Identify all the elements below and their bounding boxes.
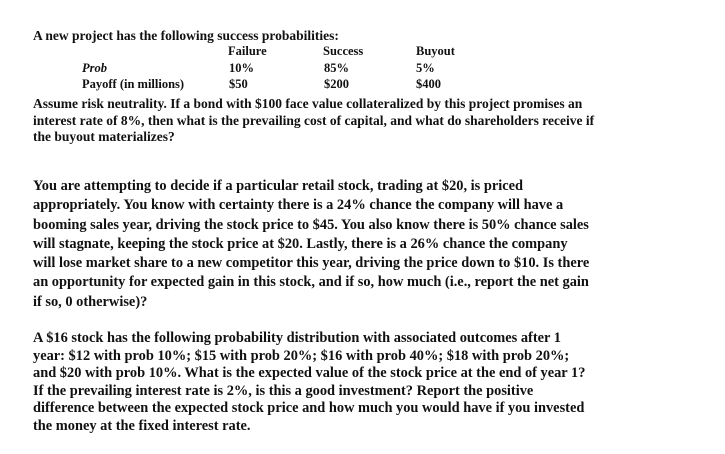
question2-line: if so, 0 otherwise)? xyxy=(33,293,148,310)
question1-body xyxy=(33,96,713,146)
question3-line: A $16 stock has the following probability distribution with associated outcomes after 1 xyxy=(33,330,561,346)
question3-line: the money at the fixed interest rate. xyxy=(33,417,251,434)
question3-line: and $20 with prob 10%. What is the expected value of the stock price at the end of year 1? xyxy=(33,365,586,382)
header-success: Success xyxy=(323,44,364,58)
question2-line: You are attempting to decide if a particular retail stock, trading at $20, is priced xyxy=(33,178,524,194)
row-label-prob: Prob xyxy=(82,61,107,75)
question2-line: will stagnate, keeping the stock price at $20. Lastly, there is a 26% chance the company xyxy=(33,235,568,252)
question2-paragraph xyxy=(33,177,589,312)
question3-line: year: $12 with prob 10%; $15 with prob 20%; $16 with prob 40%; $18 with prob 20%; xyxy=(33,347,570,364)
question1-intro: A new project has the following success probabilities: xyxy=(33,28,339,43)
question2-line: an opportunity for expected gain in this stock, and if so, how much (i.e., report the net gain xyxy=(33,274,589,291)
row-label-payoff: Payoff (in millions) xyxy=(82,77,185,91)
prob-success: 85% xyxy=(324,61,349,75)
prob-failure: 10% xyxy=(229,61,254,75)
question1-line: Assume risk neutrality. If a bond with $100 face value collateralized by this project promises an xyxy=(33,96,583,111)
question3-line: difference between the expected stock price and how much you would have if you invested xyxy=(33,400,585,417)
question1-line: the buyout materializes? xyxy=(33,129,175,144)
question3-paragraph xyxy=(33,330,585,436)
question2-line: booming sales year, driving the stock price to $45. You also know there is 50% chance sales xyxy=(33,216,589,233)
payoff-success: $200 xyxy=(324,77,349,91)
question2-line: will lose market share to a new competitor this year, driving the price down to $10. Is there xyxy=(33,255,590,272)
payoff-failure: $50 xyxy=(229,77,248,91)
header-buyout: Buyout xyxy=(416,44,455,58)
question1-line: interest rate of 8%, then what is the prevailing cost of capital, and what do shareholders receive if xyxy=(33,112,595,128)
question3-line: If the prevailing interest rate is 2%, is this a good investment? Report the positive xyxy=(33,382,534,399)
question2-line: appropriately. You know with certainty there is a 24% chance the company will have a xyxy=(33,197,564,214)
header-failure: Failure xyxy=(228,44,267,58)
prob-buyout: 5% xyxy=(416,61,435,75)
payoff-buyout: $400 xyxy=(416,77,441,91)
